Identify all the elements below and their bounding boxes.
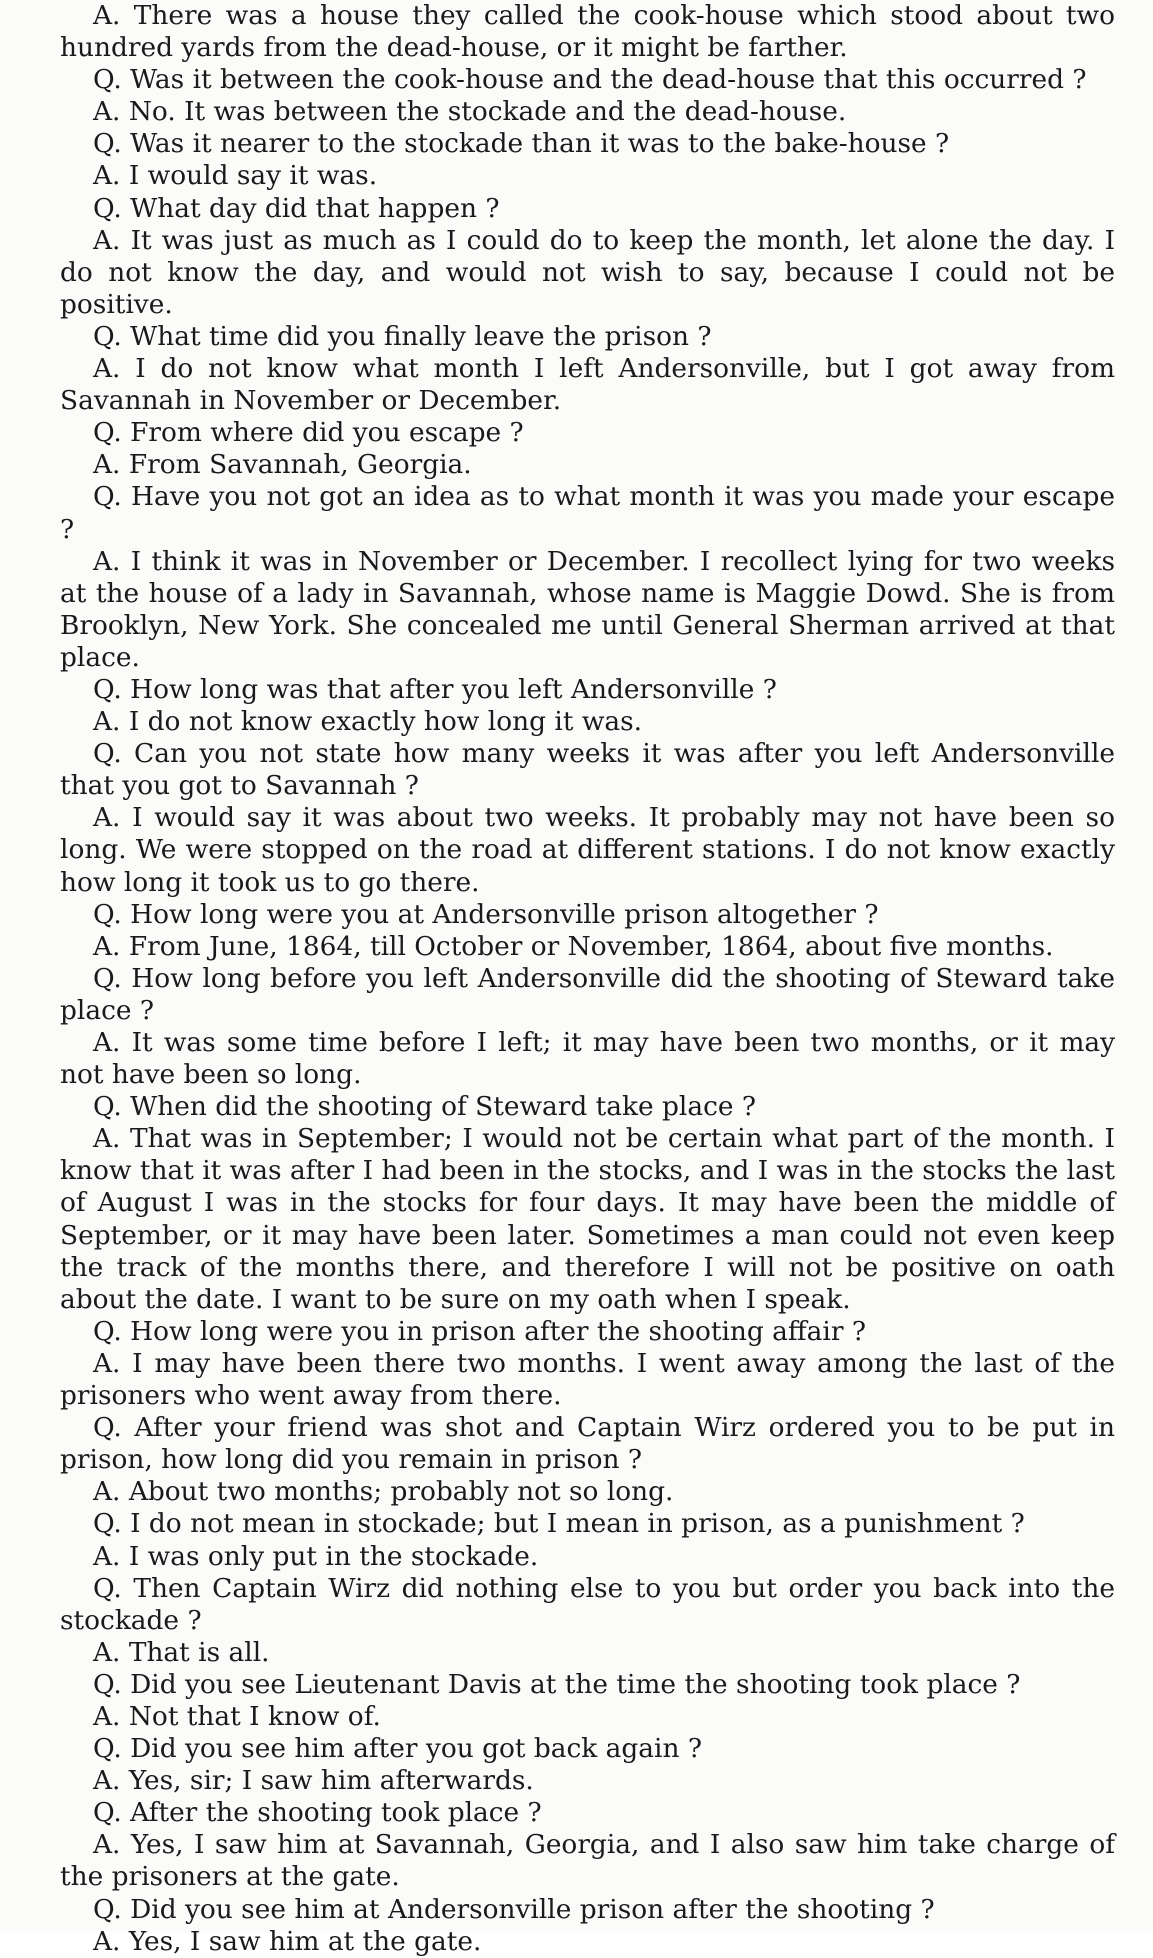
question-paragraph: Q. Was it between the cook-house and the dead-house that this occurred ? bbox=[93, 64, 1087, 96]
question-paragraph: Q. Was it nearer to the stockade than it was to the bake-house ? bbox=[93, 128, 950, 160]
question-paragraph: Q. Have you not got an idea as to what month it was you made your escape ? bbox=[60, 481, 1115, 545]
question-paragraph: Q. What day did that happen ? bbox=[93, 192, 500, 224]
question-paragraph: Q. Did you see Lieutenant Davis at the time the shooting took place ? bbox=[93, 1668, 1021, 1700]
answer-paragraph: A. I was only put in the stockade. bbox=[93, 1540, 539, 1572]
question-paragraph: Q. How long were you in prison after the shooting affair ? bbox=[93, 1315, 866, 1347]
question-paragraph: Q. How long were you at Andersonville prison altogether ? bbox=[93, 898, 879, 930]
answer-paragraph: A. I do not know exactly how long it was. bbox=[93, 706, 643, 738]
answer-paragraph: A. It was some time before I left; it may have been two months, or it may not have been so long. bbox=[60, 1027, 1115, 1091]
question-paragraph: Q. Did you see him after you got back again ? bbox=[93, 1733, 702, 1765]
question-paragraph: Q. From where did you escape ? bbox=[93, 417, 524, 449]
question-paragraph: Q. Did you see him at Andersonville prison after the shooting ? bbox=[93, 1893, 935, 1925]
answer-paragraph: A. I do not know what month I left Andersonville, but I got away from Savannah in November or December. bbox=[60, 353, 1115, 417]
answer-paragraph: A. Not that I know of. bbox=[93, 1700, 381, 1732]
answer-paragraph: A. It was just as much as I could do to keep the month, let alone the day. I do not know the day, and would not wish to say, because I could not be positive. bbox=[60, 224, 1115, 320]
answer-paragraph: A. I may have been there two months. I went away among the last of the prisoners who went away from there. bbox=[60, 1347, 1115, 1412]
question-paragraph: Q. What time did you finally leave the prison ? bbox=[93, 320, 712, 352]
answer-paragraph: A. Yes, I saw him at Savannah, Georgia, and I also saw him take charge of the prisoners at the gate. bbox=[60, 1829, 1115, 1893]
answer-paragraph: A. No. It was between the stockade and the dead-house. bbox=[93, 96, 847, 128]
answer-paragraph: A. About two months; probably not so long. bbox=[93, 1476, 674, 1508]
answer-paragraph: A. Yes, I saw him at the gate. bbox=[93, 1925, 482, 1957]
question-paragraph: Q. How long before you left Andersonville did the shooting of Steward take place ? bbox=[60, 962, 1115, 1026]
question-paragraph: Q. After the shooting took place ? bbox=[93, 1797, 542, 1829]
answer-paragraph: A. I would say it was about two weeks. It probably may not have been so long. We were stopped on the road at different stations. I do not know exactly how long it took us to go there. bbox=[60, 802, 1115, 898]
answer-paragraph: A. From Savannah, Georgia. bbox=[93, 449, 472, 481]
answer-paragraph: A. There was a house they called the cook-house which stood about two hundred yards from the dead-house, or it might be farther. bbox=[60, 0, 1115, 64]
answer-paragraph: A. Yes, sir; I saw him afterwards. bbox=[93, 1765, 534, 1797]
question-paragraph: Q. When did the shooting of Steward take place ? bbox=[93, 1091, 756, 1123]
answer-paragraph: A. From June, 1864, till October or November, 1864, about five months. bbox=[93, 930, 1054, 962]
question-paragraph: Q. Then Captain Wirz did nothing else to you but order you back into the stockade ? bbox=[60, 1572, 1115, 1636]
testimony-text bbox=[60, 0, 1115, 1958]
answer-paragraph: A. That was in September; I would not be certain what part of the month. I know that it was after I had been in the stocks, and I was in the stocks the last of August I was in the stocks for four days. It may have been the middle of September, or it may have been later. Sometimes a man could not even keep the track of the months there, and therefore I will not be positive on oath about the date. I want to be sure on my oath when I speak. bbox=[60, 1123, 1115, 1315]
question-paragraph: Q. How long was that after you left Andersonville ? bbox=[93, 673, 777, 705]
answer-paragraph: A. I would say it was. bbox=[93, 160, 378, 192]
question-paragraph: Q. Can you not state how many weeks it was after you left Andersonville that you got to Savannah ? bbox=[60, 738, 1115, 802]
answer-paragraph: A. I think it was in November or December. I recollect lying for two weeks at the house of a lady in Savannah, whose name is Maggie Dowd. She is from Brooklyn, New York. She concealed me until General Sherman arrived at that place. bbox=[60, 545, 1115, 673]
question-paragraph: Q. After your friend was shot and Captain Wirz ordered you to be put in prison, how long did you remain in prison ? bbox=[60, 1412, 1115, 1476]
answer-paragraph: A. That is all. bbox=[93, 1636, 270, 1668]
question-paragraph: Q. I do not mean in stockade; but I mean in prison, as a punishment ? bbox=[93, 1508, 1025, 1540]
